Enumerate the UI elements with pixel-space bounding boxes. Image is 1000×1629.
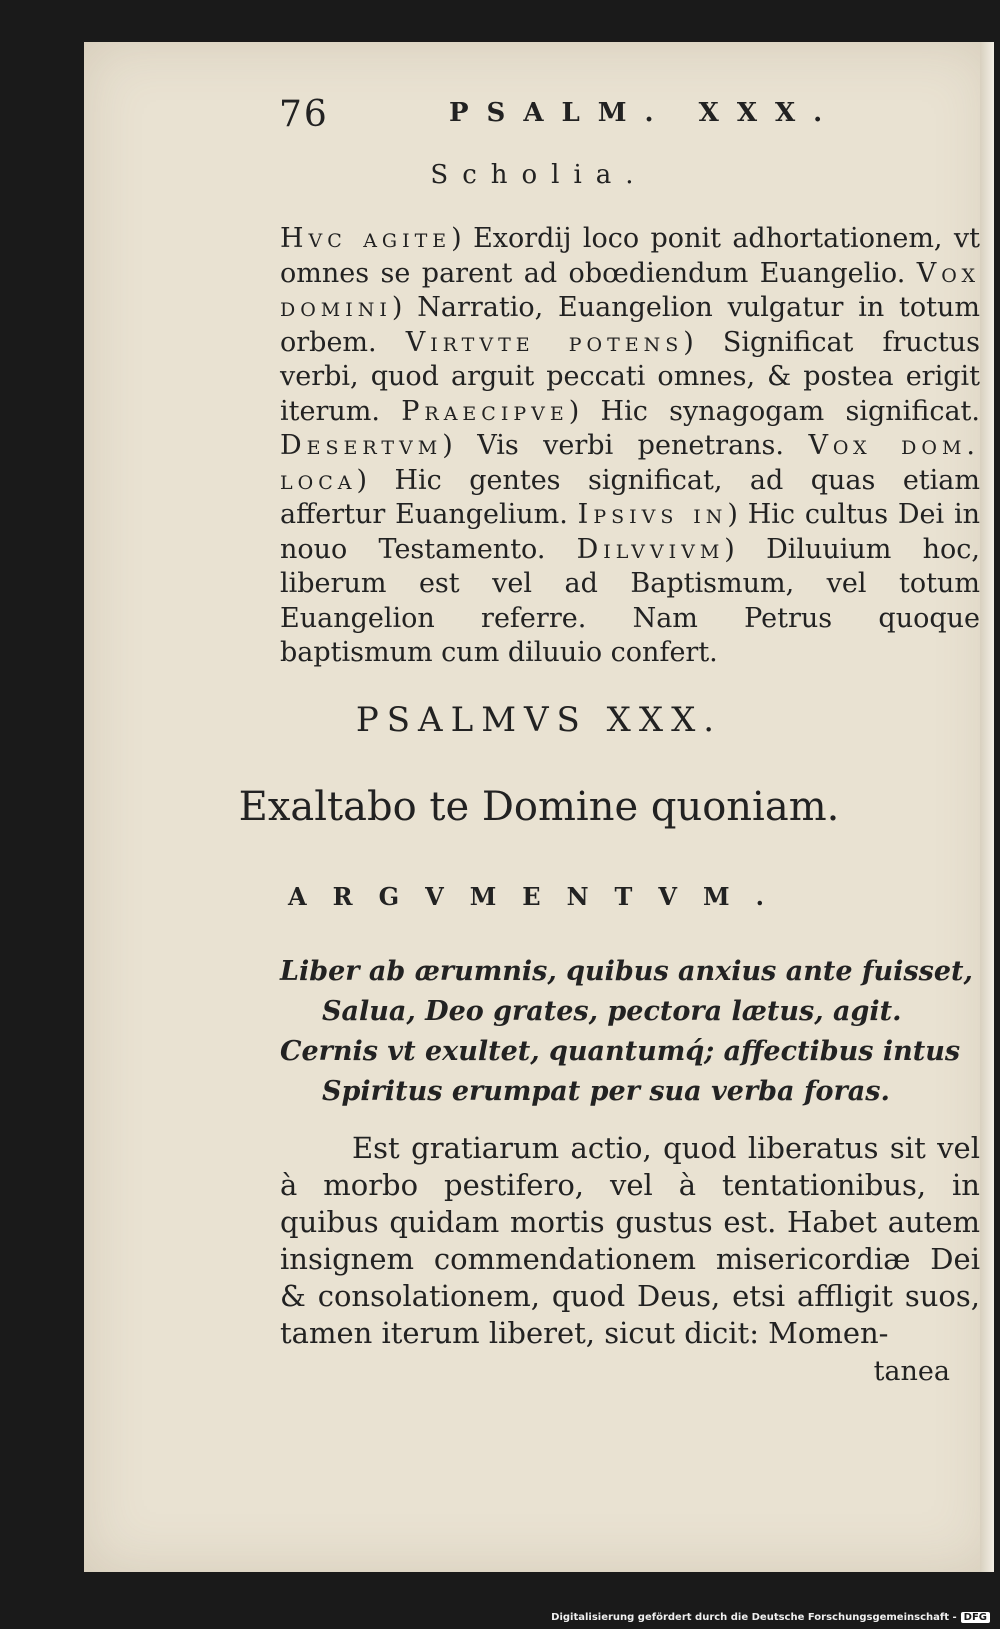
gloss: ) Narratio, Euangelion vulgatur in totum orbem. (280, 292, 980, 358)
gloss: ) Significat fructus verbi, quod arguit peccati omnes, & postea erigit iterum. (280, 326, 980, 427)
footer-text: Digitalisierung gefördert durch die Deutsche Forschungsgemeinschaft - (551, 1612, 957, 1623)
scholia-text (280, 222, 980, 671)
body-paragraph (280, 1130, 980, 1352)
lemma: Desertvm (280, 430, 443, 461)
verse-line: Cernis vt exultet, quantumq́; affectibus intus (280, 1036, 961, 1067)
gloss: ) Vis verbi penetrans. (442, 430, 809, 461)
lemma: Vox domini (280, 257, 980, 323)
scholia-heading: Scholia. (430, 160, 648, 190)
gloss: ) Hic synagogam significat. (568, 395, 980, 427)
gloss: ) Diluuium hoc, liberum est vel ad Baptismum, vel totum Euangelion referre. Nam Petrus quoque baptismum cum diluuio confert. (280, 533, 980, 668)
running-title: PSALM. XXX. (449, 98, 841, 128)
gloss: ) Hic gentes significat, ad quas etiam affertur Euangelium. (280, 464, 980, 530)
verse-line: Salua, Deo grates, pectora lætus, agit. (322, 996, 902, 1027)
book-page (84, 42, 994, 1572)
argumentum-heading: ARGVMENTVM. (288, 882, 790, 911)
lemma: Dilvvivm (576, 533, 725, 565)
lemma: Ipsivs in (577, 499, 728, 530)
verse-line: Liber ab ærumnis, quibus anxius ante fuisset, (280, 956, 973, 987)
argumentum-verse (280, 952, 980, 1112)
lemma: Hvc agite (280, 223, 452, 254)
gloss: ) Exordij loco ponit adhortationem, vt omnes se parent ad obœdiendum Euangelio. (280, 223, 980, 289)
digitization-footer (551, 1612, 990, 1623)
catchword: tanea (873, 1356, 950, 1387)
paragraph-text: Est gratiarum actio, quod liberatus sit vel à morbo pestifero, vel à tentationibus, in quibus quidam mortis gustus est. Habet autem insignem commendationem misericordiæ Dei & consolationem, quod Deus, etsi affligit suos, tamen iterum liberet, sicut dicit: Momen- (280, 1131, 980, 1350)
dfg-logo: DFG (961, 1612, 990, 1623)
psalm-title: PSALMVS XXX. (355, 700, 723, 740)
verse-line: Spiritus erumpat per sua verba foras. (322, 1076, 890, 1107)
lemma: Praecipve (401, 395, 569, 427)
gloss: ) Hic cultus Dei in nouo Testamento. (280, 499, 980, 565)
psalm-incipit: Exaltabo te Domine quoniam. (238, 784, 840, 830)
lemma: Virtvte potens (405, 326, 684, 358)
page-number: 76 (279, 94, 329, 135)
lemma: Vox dom. loca (280, 430, 980, 496)
